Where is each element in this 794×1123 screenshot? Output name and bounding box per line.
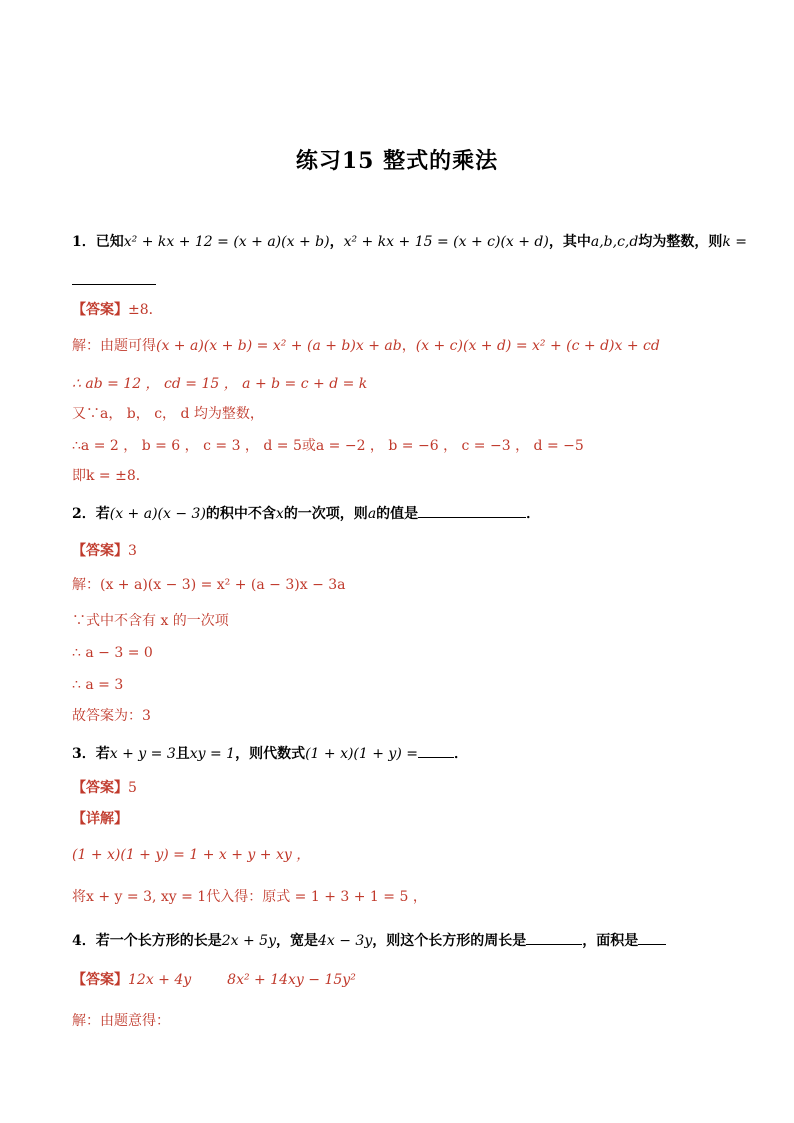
equation: (x + a)(x − 3) xyxy=(109,506,206,522)
equation: 4x − 3y xyxy=(318,933,373,949)
question-number: 2． xyxy=(72,506,96,522)
question-text: 若一个长方形的长是 xyxy=(95,933,222,949)
question-text: 若 xyxy=(95,506,110,522)
answer-blank xyxy=(418,503,526,518)
answer-value: 12x + 4y xyxy=(128,972,192,988)
question-4 xyxy=(72,930,666,951)
question-text: 均为整数，则 xyxy=(638,234,723,250)
question-text: ，则代数式 xyxy=(235,746,306,762)
question-text: ，面积是 xyxy=(582,933,639,949)
question-text: 的积中不含 xyxy=(205,506,276,522)
answer-line xyxy=(72,970,356,990)
answer-blank xyxy=(638,930,666,945)
solution-text: 解：由题可得 xyxy=(72,338,156,354)
solution-line xyxy=(72,336,660,356)
answer-line xyxy=(72,541,137,561)
answer-tag: 【答案】 xyxy=(72,780,128,796)
answer-blank xyxy=(72,270,156,285)
question-text: 若 xyxy=(95,746,110,762)
variable-a: a xyxy=(367,506,377,522)
answer-value: 5 xyxy=(128,780,137,796)
variable-k: k = xyxy=(722,234,747,250)
solution-line: 将x + y = 3, xy = 1代入得：原式 = 1 + 3 + 1 = 5 ， xyxy=(72,889,427,905)
solution-line: (1 + x)(1 + y) = 1 + x + y + xy ， xyxy=(72,847,311,863)
question-1 xyxy=(72,232,747,252)
answer-tag: 【答案】 xyxy=(72,302,128,318)
equation: (x + c)(x + d) = x² + (c + d)x + cd xyxy=(415,338,660,354)
question-3 xyxy=(72,743,468,764)
solution-line: ∵式中不含有 x 的一次项 xyxy=(72,613,229,629)
question-text: ，宽是 xyxy=(276,933,318,949)
answer-value: 8x² + 14xy − 15y² xyxy=(227,972,356,988)
variable-x: x xyxy=(275,506,284,522)
equation: x² + kx + 12 = (x + a)(x + b) xyxy=(123,234,330,250)
question-text: 的值是 xyxy=(376,506,419,522)
equation: (x + a)(x + b) = x² + (a + b)x + ab xyxy=(156,338,402,354)
question-text: ． xyxy=(526,506,541,522)
equation: (1 + x)(1 + y) = xyxy=(305,746,418,762)
answer-blank xyxy=(526,930,582,945)
solution-line: ∴ ab = 12 ， cd = 15 ， a + b = c + d = k xyxy=(72,376,368,392)
equation: x + y = 3 xyxy=(109,746,176,762)
answer-tag: 【答案】 xyxy=(72,972,128,988)
answer-tag: 【答案】 xyxy=(72,543,128,559)
answer-blank-line xyxy=(72,270,156,291)
equation: xy = 1 xyxy=(189,746,236,762)
solution-text: ， xyxy=(401,338,416,354)
question-text: 且 xyxy=(175,746,190,762)
answer-line xyxy=(72,778,137,798)
question-number: 4． xyxy=(72,933,96,949)
answer-blank xyxy=(418,743,454,758)
answer-line xyxy=(72,300,163,320)
page-title: 练习15 整式的乘法 xyxy=(295,148,499,174)
question-text: ， xyxy=(329,234,344,250)
solution-line: ∴a = 2 ， b = 6 ， c = 3 ， d = 5或a = −2 ， b = −6 ， c = −3 ， d = −5 xyxy=(72,438,584,454)
question-text: 已知 xyxy=(95,234,124,250)
solution-line: ∴ a − 3 = 0 xyxy=(72,645,153,661)
solution-line: ∴ a = 3 xyxy=(72,677,124,693)
question-number: 1． xyxy=(72,234,96,250)
detail-tag: 【详解】 xyxy=(72,811,128,827)
variables: a,b,c,d xyxy=(590,234,639,250)
question-number: 3． xyxy=(72,746,96,762)
question-2 xyxy=(72,503,540,524)
equation: 2x + 5y xyxy=(221,933,276,949)
solution-line: 故答案为：3 xyxy=(72,708,151,724)
solution-line: 又∵a， b， c， d 均为整数， xyxy=(72,406,264,422)
solution-line: 解：(x + a)(x − 3) = x² + (a − 3)x − 3a xyxy=(72,577,346,593)
question-text: ． xyxy=(454,746,468,762)
solution-line: 即k = ±8． xyxy=(72,468,150,484)
question-text: 的一次项，则 xyxy=(283,506,368,522)
equation: x² + kx + 15 = (x + c)(x + d) xyxy=(343,234,549,250)
question-text: ，则这个长方形的周长是 xyxy=(372,933,527,949)
answer-value: 3 xyxy=(128,543,137,559)
answer-value: ±8． xyxy=(128,302,163,318)
solution-line: 解：由题意得： xyxy=(72,1013,170,1029)
question-text: ，其中 xyxy=(548,234,591,250)
